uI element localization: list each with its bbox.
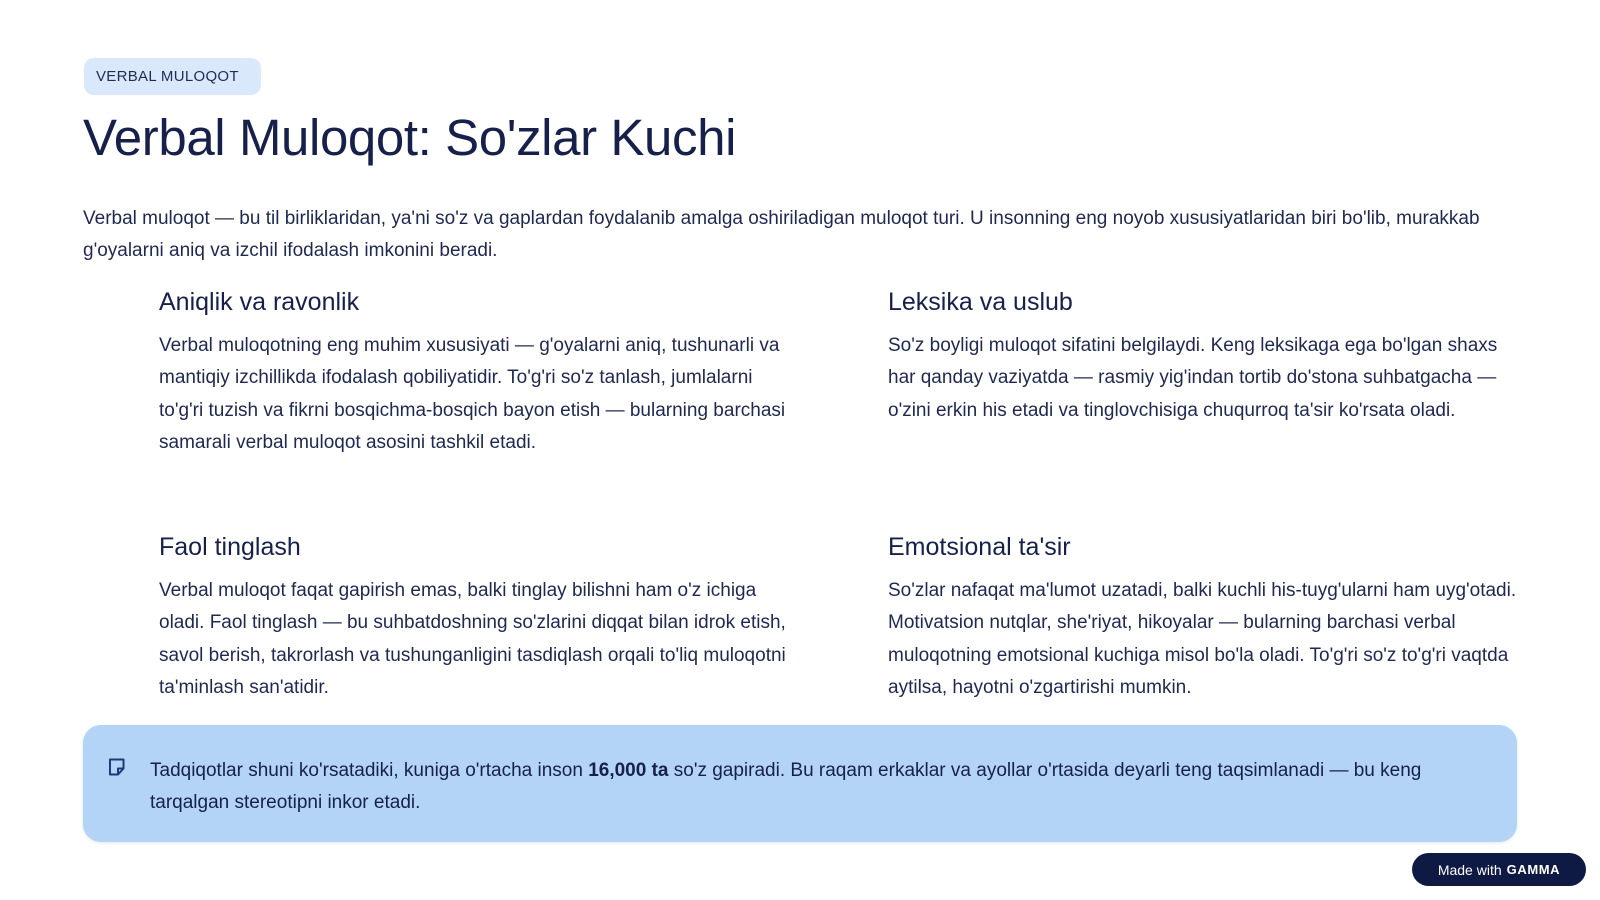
page-title: Verbal Muloqot: So'zlar Kuchi xyxy=(83,109,736,166)
gamma-logo: GAMMA xyxy=(1506,862,1561,877)
card-leksika xyxy=(888,284,1523,427)
intro-paragraph: Verbal muloqot — bu til birliklaridan, ya'ni so'z va gaplardan foydalanib amalga oshiriladigan muloqot turi. U insonning eng noyob xususiyatlaridan biri bo'lib, murakkab g'oyalarni aniq va izchil ifodalash imkonini beradi. xyxy=(83,208,1480,261)
card-body: Verbal muloqot faqat gapirish emas, balki tinglay bilishni ham o'z ichiga oladi. Faol tinglash — bu suhbatdoshning so'zlarini diqqat bilan idrok etish, savol berish, takrorlash va tushunganligini tasdiqlash orqali to'liq muloqotni ta'minlash san'atidir. xyxy=(159,580,786,699)
card-heading: Aniqlik va ravonlik xyxy=(159,288,360,316)
callout-highlight: 16,000 ta xyxy=(588,760,669,781)
card-body: So'zlar nafaqat ma'lumot uzatadi, balki kuchli his-tuyg'ularni ham uyg'otadi. Motivatsion nutqlar, she'riyat, hikoyalar — bularning barchasi verbal muloqotning emotsional kuchiga misol bo'la oladi. To'g'ri so'z to'g'ri vaqtda aytilsa, hayotni o'zgartirishi mumkin. xyxy=(888,580,1517,699)
section-tag xyxy=(84,58,261,95)
card-heading: Leksika va uslub xyxy=(888,288,1073,316)
card-heading: Emotsional ta'sir xyxy=(888,533,1071,561)
callout-text-before: Tadqiqotlar shuni ko'rsatadiki, kuniga o'rtacha inson xyxy=(150,760,589,781)
callout-text xyxy=(150,755,1480,820)
callout-text-after: so'z gapiradi. Bu raqam erkaklar va ayollar o'rtasida deyarli teng taqsimlanadi — bu keng tarqalgan stereotipni inkor etadi. xyxy=(150,760,1422,814)
card-heading: Faol tinglash xyxy=(159,533,301,561)
card-body: So'z boyligi muloqot sifatini belgilaydi. Keng leksikaga ega bo'lgan shaxs har qanday vaziyatda — rasmiy yig'indan tortib do'stona suhbatgacha — o'zini erkin his etadi va tinglovchisiga chuqurroq ta'sir ko'rsata oladi. xyxy=(888,335,1498,421)
fact-callout xyxy=(83,725,1517,842)
note-icon xyxy=(107,757,127,777)
card-faol-tinglash xyxy=(159,529,794,705)
badge-prefix: Made with xyxy=(1437,861,1502,878)
card-aniqlik xyxy=(159,284,794,460)
card-emotsional xyxy=(888,529,1523,705)
section-tag-label: VERBAL MULOQOT xyxy=(96,68,239,85)
card-body: Verbal muloqotning eng muhim xususiyati — g'oyalarni aniq, tushunarli va mantiqiy izchillikda ifodalash qobiliyatidir. To'g'ri so'z tanlash, jumlalarni to'g'ri tuzish va fikrni bosqichma-bosqich bayon etish — bularning barchasi samarali verbal muloqot asosini tashkil etadi. xyxy=(159,335,786,454)
made-with-gamma-badge[interactable] xyxy=(1412,853,1586,886)
